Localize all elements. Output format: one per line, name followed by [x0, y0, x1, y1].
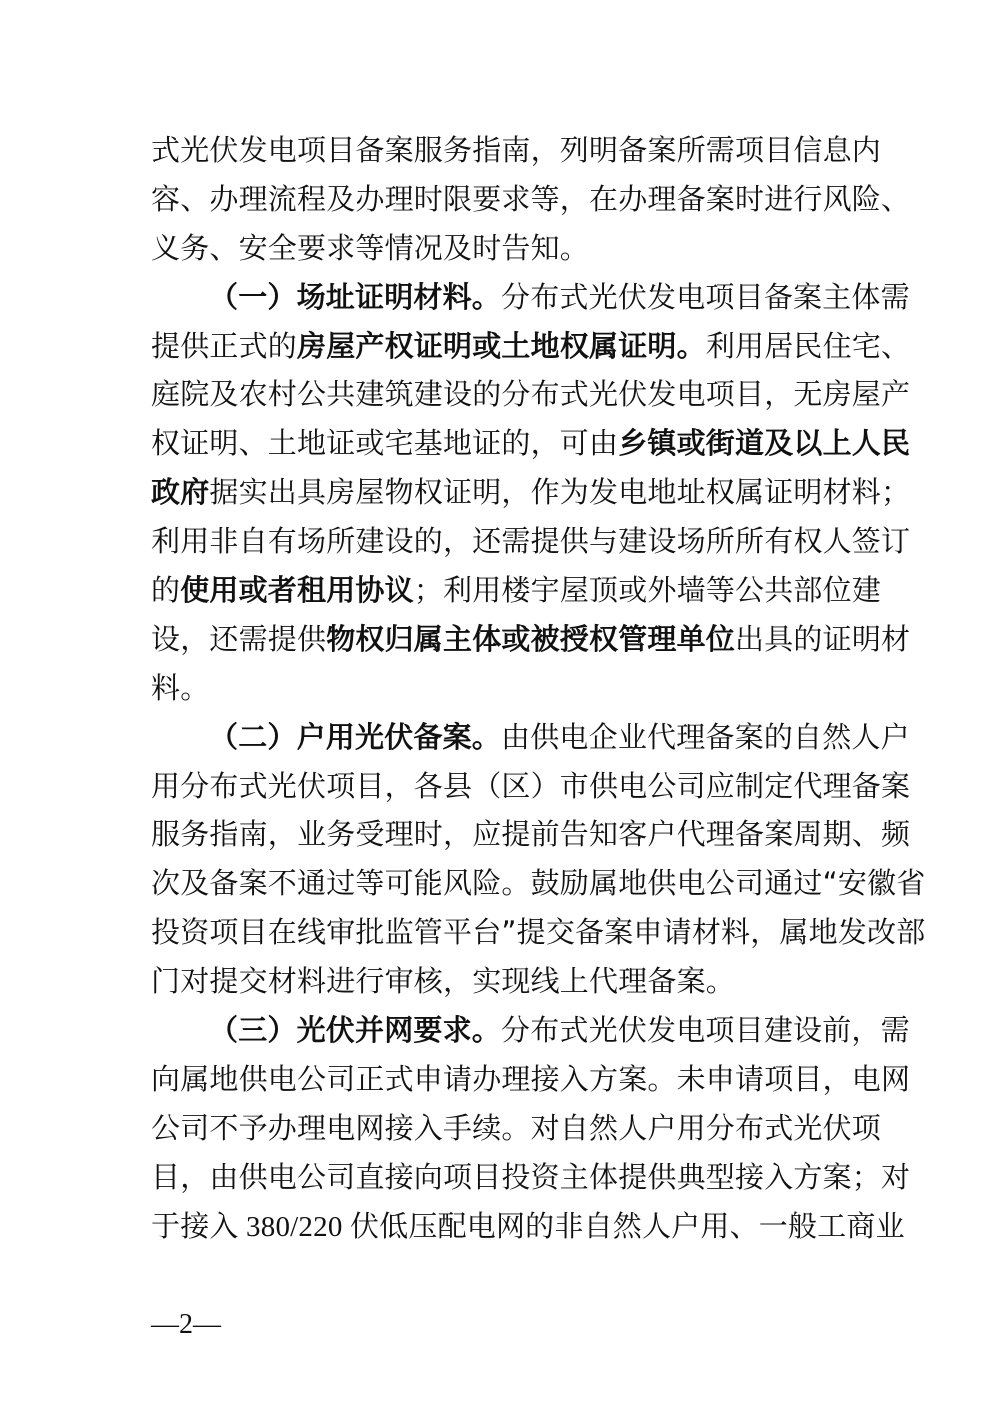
bold-run: 物权归属主体或被授权管理单位: [326, 621, 736, 656]
voltage-number: 380/220: [238, 1210, 350, 1243]
section-2-line-3: 服务指南，业务受理时，应提前告知客户代理备案周期、频: [151, 817, 911, 852]
section-3-heading: （三）光伏并网要求。: [209, 1013, 502, 1048]
section-3-line-4: 目，由供电公司直接向项目投资主体提供典型接入方案；对: [151, 1159, 911, 1194]
section-3-line-2: 向属地供电公司正式申请办理接入方案。未申请项目，电网: [151, 1061, 911, 1096]
text-run: 据实出具房屋物权证明，作为发电地址权属证明材料；: [209, 475, 911, 510]
section-1-heading: （一）场址证明材料。: [209, 279, 502, 314]
section-2-heading: （二）户用光伏备案。: [209, 719, 502, 754]
section-3-text: 分布式光伏发电项目建设前，需: [501, 1013, 910, 1048]
text-run: 利用居民住宅、: [705, 328, 911, 363]
section-1-line-1: [151, 273, 910, 322]
section-2-line-5: 投资项目在线审批监管平台”提交备案申请材料，属地发改部: [151, 915, 926, 950]
section-2-text: 由供电企业代理备案的自然人户: [501, 719, 910, 754]
section-1-line-2: [151, 322, 911, 371]
intro-line-2: 容、办理流程及办理时限要求等，在办理备案时进行风险、: [151, 181, 911, 216]
section-1-line-3: 庭院及农村公共建筑建设的分布式光伏发电项目，无房屋产: [151, 377, 911, 412]
section-2-line-4: 次及备案不通过等可能风险。鼓励属地供电公司通过“安徽省: [151, 866, 926, 901]
section-1-line-8: [151, 615, 911, 664]
bold-run: 乡镇或街道及以上人民: [618, 426, 911, 461]
section-2-line-1: [151, 713, 910, 762]
intro-line-1: 式光伏发电项目备案服务指南，列明备案所需项目信息内: [151, 133, 882, 167]
section-3-line-3: 公司不予办理电网接入手续。对自然人户用分布式光伏项: [151, 1110, 882, 1145]
text-run: 于接入: [151, 1208, 239, 1243]
section-1-line-6: 利用非自有场所建设的，还需提供与建设场所所有权人签订: [151, 524, 911, 559]
section-3-line-5: [151, 1202, 905, 1251]
document-body: [151, 126, 926, 1250]
section-3-line-1: [151, 1006, 910, 1055]
intro-line-3: 义务、安全要求等情况及时告知。: [151, 230, 590, 265]
bold-run: 政府: [151, 475, 210, 510]
text-run: 的: [151, 573, 181, 608]
section-2-line-2: 用分布式光伏项目，各县（区）市供电公司应制定代理备案: [151, 768, 911, 803]
section-1-line-7: [151, 566, 882, 615]
bold-run: 使用或者租用协议: [180, 573, 414, 608]
section-1-line-5: [151, 468, 911, 517]
section-2-line-6: 门对提交材料进行审核，实现线上代理备案。: [151, 964, 736, 999]
text-run: 提供正式的: [151, 328, 298, 363]
section-1-line-4: [151, 419, 911, 468]
text-run: ；利用楼宇屋顶或外墙等公共部位建: [413, 573, 882, 608]
section-1-line-9: 料。: [151, 670, 210, 705]
text-run: 伏低压配电网的非自然人户用、一般工商业: [349, 1208, 905, 1243]
page-number: —2—: [151, 1309, 221, 1340]
text-run: 权证明、土地证或宅基地证的，可由: [151, 426, 619, 461]
bold-run: 房屋产权证明或土地权属证明。: [297, 328, 706, 363]
text-run: 出具的证明材: [735, 621, 911, 656]
text-run: 设，还需提供: [151, 621, 327, 656]
section-1-text: 分布式光伏发电项目备案主体需: [501, 279, 910, 314]
